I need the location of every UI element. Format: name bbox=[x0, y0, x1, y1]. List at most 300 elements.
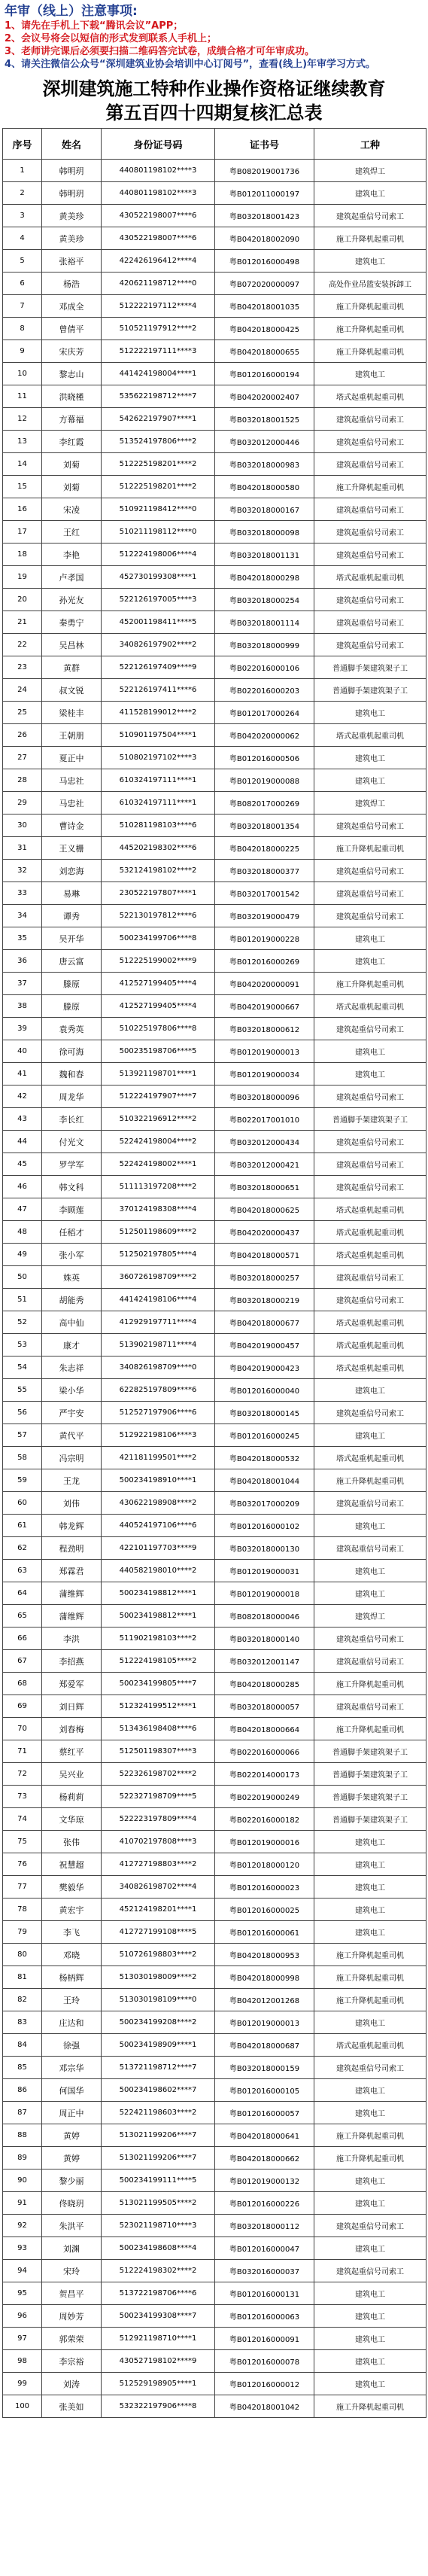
cell-id-number: 522126197411****6 bbox=[102, 679, 215, 702]
cell-id-number: 340826198702****4 bbox=[102, 1876, 215, 1899]
cell-index: 72 bbox=[3, 1763, 42, 1786]
table-row bbox=[3, 476, 426, 498]
cell-name: 刘伟 bbox=[42, 1492, 102, 1515]
cell-id-number: 513030198109****0 bbox=[102, 1989, 215, 2011]
cell-id-number: 422101197703****9 bbox=[102, 1537, 215, 1560]
cell-name: 郭荣荣 bbox=[42, 2328, 102, 2350]
cell-name: 韩明玥 bbox=[42, 182, 102, 205]
cell-job-type: 施工升降机起重司机 bbox=[314, 1966, 426, 1989]
cell-job-type: 建筑起重信号司索工 bbox=[314, 453, 426, 476]
cell-id-number: 513902198711****4 bbox=[102, 1334, 215, 1357]
cell-certificate-number: 粤B012019000031 bbox=[215, 1560, 314, 1582]
cell-certificate-number: 粤B012016000040 bbox=[215, 1379, 314, 1402]
table-row bbox=[3, 1853, 426, 1876]
cell-name: 王玲 bbox=[42, 1989, 102, 2011]
table-row bbox=[3, 1040, 426, 1063]
table-row bbox=[3, 1650, 426, 1673]
cell-index: 67 bbox=[3, 1650, 42, 1673]
cell-certificate-number: 粤B082019001736 bbox=[215, 160, 314, 182]
cell-job-type: 建筑起重信号司索工 bbox=[314, 2260, 426, 2282]
cell-job-type: 建筑电工 bbox=[314, 769, 426, 792]
cell-job-type: 施工升降机起重司机 bbox=[314, 1989, 426, 2011]
table-row bbox=[3, 205, 426, 227]
cell-name: 李顾莲 bbox=[42, 1198, 102, 1221]
cell-job-type: 塔式起重机起重司机 bbox=[314, 1334, 426, 1357]
cell-job-type: 建筑起重信号司索工 bbox=[314, 521, 426, 544]
cell-certificate-number: 粤B032018000096 bbox=[215, 1086, 314, 1108]
cell-index: 37 bbox=[3, 973, 42, 995]
cell-name: 蔡红平 bbox=[42, 1740, 102, 1763]
cell-name: 文华琼 bbox=[42, 1808, 102, 1831]
cell-job-type: 塔式起重机起重司机 bbox=[314, 1447, 426, 1469]
table-row bbox=[3, 2011, 426, 2034]
cell-index: 2 bbox=[3, 182, 42, 205]
cell-index: 39 bbox=[3, 1018, 42, 1040]
cell-name: 宋凌 bbox=[42, 498, 102, 521]
cell-job-type: 建筑焊工 bbox=[314, 1605, 426, 1628]
cell-job-type: 普通脚手架建筑架子工 bbox=[314, 1108, 426, 1131]
cell-job-type: 建筑电工 bbox=[314, 2079, 426, 2102]
cell-name: 卢孝国 bbox=[42, 566, 102, 589]
cell-name: 李红霞 bbox=[42, 431, 102, 453]
cell-job-type: 建筑电工 bbox=[314, 2328, 426, 2350]
cell-job-type: 建筑电工 bbox=[314, 1921, 426, 1944]
cell-certificate-number: 粤B012016000061 bbox=[215, 1921, 314, 1944]
table-row bbox=[3, 882, 426, 905]
cell-index: 28 bbox=[3, 769, 42, 792]
cell-name: 梁小华 bbox=[42, 1379, 102, 1402]
cell-index: 48 bbox=[3, 1221, 42, 1244]
cell-certificate-number: 粤B042018000662 bbox=[215, 2147, 314, 2170]
table-row bbox=[3, 2237, 426, 2260]
cell-name: 孙光友 bbox=[42, 589, 102, 611]
cell-certificate-number: 粤B012019000013 bbox=[215, 2011, 314, 2034]
cell-id-number: 412727199108****5 bbox=[102, 1921, 215, 1944]
cell-job-type: 建筑电工 bbox=[314, 702, 426, 724]
cell-certificate-number: 粤B042020000062 bbox=[215, 724, 314, 747]
cell-certificate-number: 粤B042018000532 bbox=[215, 1447, 314, 1469]
cell-index: 23 bbox=[3, 656, 42, 679]
cell-name: 黄婷 bbox=[42, 2124, 102, 2147]
cell-job-type: 建筑电工 bbox=[314, 2192, 426, 2215]
cell-job-type: 建筑起重信号司索工 bbox=[314, 860, 426, 882]
cell-name: 滕原 bbox=[42, 973, 102, 995]
cell-index: 56 bbox=[3, 1402, 42, 1424]
cell-index: 99 bbox=[3, 2373, 42, 2395]
table-row bbox=[3, 2328, 426, 2350]
cell-id-number: 522421198603****2 bbox=[102, 2102, 215, 2124]
cell-index: 82 bbox=[3, 1989, 42, 2011]
cell-certificate-number: 粤B012018000120 bbox=[215, 1853, 314, 1876]
cell-certificate-number: 粤B032018001423 bbox=[215, 205, 314, 227]
cell-job-type: 建筑电工 bbox=[314, 182, 426, 205]
cell-job-type: 建筑起重信号司索工 bbox=[314, 1289, 426, 1311]
cell-job-type: 建筑起重信号司索工 bbox=[314, 882, 426, 905]
cell-job-type: 建筑起重信号司索工 bbox=[314, 498, 426, 521]
cell-id-number: 500234199111****5 bbox=[102, 2170, 215, 2192]
table-row bbox=[3, 363, 426, 385]
cell-job-type: 建筑起重信号司索工 bbox=[314, 905, 426, 927]
cell-certificate-number: 粤B022016000066 bbox=[215, 1740, 314, 1763]
table-row bbox=[3, 1921, 426, 1944]
cell-name: 樊毅华 bbox=[42, 1876, 102, 1899]
cell-name: 谭秀 bbox=[42, 905, 102, 927]
cell-id-number: 510211198112****0 bbox=[102, 521, 215, 544]
table-row bbox=[3, 2215, 426, 2237]
table-row bbox=[3, 679, 426, 702]
cell-name: 韩文科 bbox=[42, 1176, 102, 1198]
cell-id-number: 500234198910****1 bbox=[102, 1469, 215, 1492]
notice-block bbox=[0, 0, 428, 72]
cell-id-number: 430527198102****9 bbox=[102, 2350, 215, 2373]
table-row bbox=[3, 1379, 426, 1402]
table-row bbox=[3, 1108, 426, 1131]
cell-name: 黄婷 bbox=[42, 2147, 102, 2170]
cell-job-type: 建筑电工 bbox=[314, 2350, 426, 2373]
cell-certificate-number: 粤B012016000269 bbox=[215, 950, 314, 973]
cell-certificate-number: 粤B012016000025 bbox=[215, 1899, 314, 1921]
cell-job-type: 施工升降机起重司机 bbox=[314, 1718, 426, 1740]
cell-index: 45 bbox=[3, 1153, 42, 1176]
cell-certificate-number: 粤B012016000226 bbox=[215, 2192, 314, 2215]
cell-certificate-number: 粤B042018001044 bbox=[215, 1469, 314, 1492]
cell-id-number: 500234198812****1 bbox=[102, 1582, 215, 1605]
cell-job-type: 建筑起重信号司索工 bbox=[314, 589, 426, 611]
cell-id-number: 445202198302****6 bbox=[102, 837, 215, 860]
cell-name: 易琳 bbox=[42, 882, 102, 905]
cell-name: 马忠社 bbox=[42, 792, 102, 815]
table-row bbox=[3, 1560, 426, 1582]
cell-name: 黎少丽 bbox=[42, 2170, 102, 2192]
cell-index: 32 bbox=[3, 860, 42, 882]
notice-line: 2、会议号将会以短信的形式发到联系人手机上； bbox=[5, 33, 217, 44]
cell-name: 王义栅 bbox=[42, 837, 102, 860]
cell-job-type: 建筑电工 bbox=[314, 2305, 426, 2328]
cell-job-type: 建筑电工 bbox=[314, 1063, 426, 1086]
cell-certificate-number: 粤B042018000225 bbox=[215, 837, 314, 860]
table-row bbox=[3, 792, 426, 815]
cell-job-type: 施工升降机起重司机 bbox=[314, 476, 426, 498]
cell-id-number: 510281198103****6 bbox=[102, 815, 215, 837]
cell-certificate-number: 粤B032018000140 bbox=[215, 1628, 314, 1650]
table-row bbox=[3, 2305, 426, 2328]
cell-id-number: 510225197806****8 bbox=[102, 1018, 215, 1040]
cell-index: 6 bbox=[3, 273, 42, 295]
cell-index: 9 bbox=[3, 340, 42, 363]
cell-id-number: 500235198706****5 bbox=[102, 1040, 215, 1063]
cell-certificate-number: 粤B012016000506 bbox=[215, 747, 314, 769]
cell-job-type: 施工升降机起重司机 bbox=[314, 1673, 426, 1695]
notice-heading: 年审（线上）注意事项: bbox=[5, 4, 138, 19]
cell-name: 李长红 bbox=[42, 1108, 102, 1131]
cell-id-number: 522126197409****9 bbox=[102, 656, 215, 679]
cell-name: 邓宗华 bbox=[42, 2057, 102, 2079]
cell-name: 徐强 bbox=[42, 2034, 102, 2057]
cell-name: 黎志山 bbox=[42, 363, 102, 385]
cell-id-number: 452124198201****1 bbox=[102, 1899, 215, 1921]
cell-name: 冯宗明 bbox=[42, 1447, 102, 1469]
cell-name: 姝英 bbox=[42, 1266, 102, 1289]
cell-certificate-number: 粤B042018000641 bbox=[215, 2124, 314, 2147]
cell-job-type: 建筑起重信号司索工 bbox=[314, 205, 426, 227]
cell-job-type: 建筑电工 bbox=[314, 2011, 426, 2034]
table-row bbox=[3, 1989, 426, 2011]
cell-certificate-number: 粤B042018002090 bbox=[215, 227, 314, 250]
table-row bbox=[3, 227, 426, 250]
cell-index: 87 bbox=[3, 2102, 42, 2124]
cell-certificate-number: 粤B032018000254 bbox=[215, 589, 314, 611]
cell-index: 40 bbox=[3, 1040, 42, 1063]
cell-index: 51 bbox=[3, 1289, 42, 1311]
cell-name: 罗学军 bbox=[42, 1153, 102, 1176]
cell-certificate-number: 粤B042012001268 bbox=[215, 1989, 314, 2011]
header-name: 姓名 bbox=[42, 129, 102, 160]
table-row bbox=[3, 1131, 426, 1153]
cell-index: 63 bbox=[3, 1560, 42, 1582]
cell-index: 85 bbox=[3, 2057, 42, 2079]
cell-certificate-number: 粤B012016000091 bbox=[215, 2328, 314, 2350]
cell-index: 15 bbox=[3, 476, 42, 498]
cell-id-number: 522126197005****3 bbox=[102, 589, 215, 611]
cell-id-number: 512922198106****3 bbox=[102, 1424, 215, 1447]
cell-certificate-number: 粤B022017001010 bbox=[215, 1108, 314, 1131]
table-row bbox=[3, 521, 426, 544]
cell-certificate-number: 粤B022019000249 bbox=[215, 1786, 314, 1808]
cell-id-number: 512222197111****3 bbox=[102, 340, 215, 363]
cell-index: 50 bbox=[3, 1266, 42, 1289]
table-row bbox=[3, 905, 426, 927]
cell-certificate-number: 粤B022014000173 bbox=[215, 1763, 314, 1786]
cell-certificate-number: 粤B012016000023 bbox=[215, 1876, 314, 1899]
cell-certificate-number: 粤B012016000498 bbox=[215, 250, 314, 273]
table-row bbox=[3, 860, 426, 882]
table-row bbox=[3, 1944, 426, 1966]
cell-id-number: 430622198908****2 bbox=[102, 1492, 215, 1515]
cell-name: 蒲维辉 bbox=[42, 1582, 102, 1605]
cell-index: 98 bbox=[3, 2350, 42, 2373]
cell-certificate-number: 粤B032018000098 bbox=[215, 521, 314, 544]
table-row bbox=[3, 589, 426, 611]
cell-name: 郑爱军 bbox=[42, 1673, 102, 1695]
cell-id-number: 512225198201****2 bbox=[102, 453, 215, 476]
cell-index: 49 bbox=[3, 1244, 42, 1266]
cell-job-type: 建筑起重信号司索工 bbox=[314, 1266, 426, 1289]
cell-name: 黄宏宇 bbox=[42, 1899, 102, 1921]
cell-index: 19 bbox=[3, 566, 42, 589]
cell-job-type: 建筑电工 bbox=[314, 250, 426, 273]
cell-index: 8 bbox=[3, 318, 42, 340]
cell-index: 76 bbox=[3, 1853, 42, 1876]
table-header-row bbox=[3, 129, 426, 160]
cell-index: 14 bbox=[3, 453, 42, 476]
cell-id-number: 452001198411****5 bbox=[102, 611, 215, 634]
cell-id-number: 610324197111****1 bbox=[102, 792, 215, 815]
cell-job-type: 建筑起重信号司索工 bbox=[314, 431, 426, 453]
cell-index: 93 bbox=[3, 2237, 42, 2260]
cell-index: 58 bbox=[3, 1447, 42, 1469]
cell-index: 78 bbox=[3, 1899, 42, 1921]
table-row bbox=[3, 1876, 426, 1899]
table-row bbox=[3, 1786, 426, 1808]
cell-name: 何国华 bbox=[42, 2079, 102, 2102]
cell-certificate-number: 粤B032018000983 bbox=[215, 453, 314, 476]
cell-certificate-number: 粤B012019000018 bbox=[215, 1582, 314, 1605]
cell-name: 邓晓 bbox=[42, 1944, 102, 1966]
cell-job-type: 建筑起重信号司索工 bbox=[314, 1131, 426, 1153]
table-row bbox=[3, 995, 426, 1018]
cell-certificate-number: 粤B032018000167 bbox=[215, 498, 314, 521]
cell-index: 91 bbox=[3, 2192, 42, 2215]
cell-name: 严宇安 bbox=[42, 1402, 102, 1424]
notice-line: 3、老师讲完课后必须要扫描二维码答完试卷，成绩合格才可年审成功。 bbox=[5, 46, 315, 57]
cell-certificate-number: 粤B012016000063 bbox=[215, 2305, 314, 2328]
roster-table bbox=[2, 128, 426, 2418]
cell-certificate-number: 粤B012016000131 bbox=[215, 2282, 314, 2305]
cell-certificate-number: 粤B032012000421 bbox=[215, 1153, 314, 1176]
cell-job-type: 普通脚手架建筑架子工 bbox=[314, 679, 426, 702]
cell-job-type: 建筑电工 bbox=[314, 2170, 426, 2192]
cell-index: 97 bbox=[3, 2328, 42, 2350]
notice-line: 1、请先在手机上下载“腾讯会议”APP； bbox=[5, 20, 184, 32]
cell-certificate-number: 粤B012019000034 bbox=[215, 1063, 314, 1086]
table-row bbox=[3, 2260, 426, 2282]
cell-certificate-number: 粤B032018000159 bbox=[215, 2057, 314, 2079]
table-row bbox=[3, 1424, 426, 1447]
cell-name: 徐可海 bbox=[42, 1040, 102, 1063]
cell-index: 46 bbox=[3, 1176, 42, 1198]
table-row bbox=[3, 1492, 426, 1515]
table-row bbox=[3, 385, 426, 408]
cell-name: 滕原 bbox=[42, 995, 102, 1018]
cell-job-type: 建筑电工 bbox=[314, 1424, 426, 1447]
table-row bbox=[3, 1469, 426, 1492]
cell-id-number: 523021198710****3 bbox=[102, 2215, 215, 2237]
cell-job-type: 建筑起重信号司索工 bbox=[314, 634, 426, 656]
cell-certificate-number: 粤B012016000057 bbox=[215, 2102, 314, 2124]
cell-job-type: 建筑电工 bbox=[314, 2237, 426, 2260]
cell-certificate-number: 粤B032018000112 bbox=[215, 2215, 314, 2237]
cell-certificate-number: 粤B032018001131 bbox=[215, 544, 314, 566]
cell-certificate-number: 粤B012019000088 bbox=[215, 769, 314, 792]
cell-certificate-number: 粤B042018000580 bbox=[215, 476, 314, 498]
cell-index: 36 bbox=[3, 950, 42, 973]
cell-index: 80 bbox=[3, 1944, 42, 1966]
cell-index: 89 bbox=[3, 2147, 42, 2170]
cell-name: 韩明玥 bbox=[42, 160, 102, 182]
title-line-1: 深圳建筑施工特种作业操作资格证继续教育 bbox=[42, 78, 386, 99]
cell-index: 25 bbox=[3, 702, 42, 724]
table-row bbox=[3, 295, 426, 318]
table-row bbox=[3, 1537, 426, 1560]
cell-id-number: 410702197808****3 bbox=[102, 1831, 215, 1853]
cell-index: 64 bbox=[3, 1582, 42, 1605]
cell-certificate-number: 粤B012016000078 bbox=[215, 2350, 314, 2373]
table-row bbox=[3, 408, 426, 431]
cell-job-type: 普通脚手架建筑架子工 bbox=[314, 1808, 426, 1831]
cell-job-type: 建筑电工 bbox=[314, 1040, 426, 1063]
cell-job-type: 建筑起重信号司索工 bbox=[314, 544, 426, 566]
cell-id-number: 510322196912****2 bbox=[102, 1108, 215, 1131]
cell-index: 66 bbox=[3, 1628, 42, 1650]
cell-job-type: 高处作业吊篮安装拆卸工 bbox=[314, 273, 426, 295]
cell-id-number: 510521197912****2 bbox=[102, 318, 215, 340]
cell-index: 21 bbox=[3, 611, 42, 634]
cell-id-number: 511113197208****2 bbox=[102, 1176, 215, 1198]
cell-name: 周龙华 bbox=[42, 1086, 102, 1108]
cell-name: 刘菊 bbox=[42, 453, 102, 476]
header-id-number: 身份证号码 bbox=[102, 129, 215, 160]
cell-job-type: 建筑电工 bbox=[314, 1582, 426, 1605]
document-title bbox=[0, 77, 428, 125]
cell-certificate-number: 粤B042018000664 bbox=[215, 1718, 314, 1740]
table-row bbox=[3, 1740, 426, 1763]
cell-id-number: 440582198010****2 bbox=[102, 1560, 215, 1582]
cell-certificate-number: 粤B042018000425 bbox=[215, 318, 314, 340]
header-certificate-number: 证书号 bbox=[215, 129, 314, 160]
cell-certificate-number: 粤B012011000197 bbox=[215, 182, 314, 205]
cell-certificate-number: 粤B082018000046 bbox=[215, 1605, 314, 1628]
cell-id-number: 422426196412****4 bbox=[102, 250, 215, 273]
cell-job-type: 塔式起重机起重司机 bbox=[314, 2034, 426, 2057]
cell-id-number: 440801198102****3 bbox=[102, 182, 215, 205]
cell-certificate-number: 粤B012016000194 bbox=[215, 363, 314, 385]
cell-id-number: 511902198103****2 bbox=[102, 1628, 215, 1650]
cell-id-number: 340826197902****2 bbox=[102, 634, 215, 656]
cell-certificate-number: 粤B042020000437 bbox=[215, 1221, 314, 1244]
cell-certificate-number: 粤B042018000655 bbox=[215, 340, 314, 363]
cell-job-type: 建筑起重信号司索工 bbox=[314, 1537, 426, 1560]
table-row bbox=[3, 1334, 426, 1357]
cell-index: 94 bbox=[3, 2260, 42, 2282]
cell-name: 黄群 bbox=[42, 656, 102, 679]
cell-job-type: 塔式起重机起重司机 bbox=[314, 995, 426, 1018]
table-row bbox=[3, 1266, 426, 1289]
cell-job-type: 建筑起重信号司索工 bbox=[314, 2057, 426, 2079]
cell-id-number: 513722198706****6 bbox=[102, 2282, 215, 2305]
cell-id-number: 430522198007****6 bbox=[102, 205, 215, 227]
table-row bbox=[3, 1018, 426, 1040]
table-row bbox=[3, 837, 426, 860]
cell-id-number: 510802197102****3 bbox=[102, 747, 215, 769]
cell-certificate-number: 粤B032018000612 bbox=[215, 1018, 314, 1040]
cell-index: 13 bbox=[3, 431, 42, 453]
cell-id-number: 412929197711****4 bbox=[102, 1311, 215, 1334]
cell-name: 刘恋海 bbox=[42, 860, 102, 882]
cell-name: 郑霖君 bbox=[42, 1560, 102, 1582]
table-row bbox=[3, 634, 426, 656]
cell-job-type: 建筑起重信号司索工 bbox=[314, 1492, 426, 1515]
title-line-2: 第五百四十四期复核汇总表 bbox=[105, 102, 323, 123]
cell-name: 吴开华 bbox=[42, 927, 102, 950]
cell-name: 吴兴业 bbox=[42, 1763, 102, 1786]
cell-id-number: 512224197907****7 bbox=[102, 1086, 215, 1108]
cell-id-number: 430522198007****6 bbox=[102, 227, 215, 250]
cell-certificate-number: 粤B042018000285 bbox=[215, 1673, 314, 1695]
cell-job-type: 建筑起重信号司索工 bbox=[314, 1695, 426, 1718]
cell-name: 叔文锐 bbox=[42, 679, 102, 702]
cell-certificate-number: 粤B032018000057 bbox=[215, 1695, 314, 1718]
cell-id-number: 500234198812****1 bbox=[102, 1605, 215, 1628]
cell-job-type: 建筑焊工 bbox=[314, 160, 426, 182]
cell-job-type: 建筑起重信号司索工 bbox=[314, 1402, 426, 1424]
cell-id-number: 522223197809****4 bbox=[102, 1808, 215, 1831]
table-row bbox=[3, 1763, 426, 1786]
table-row bbox=[3, 2057, 426, 2079]
cell-name: 宋庆芳 bbox=[42, 340, 102, 363]
cell-certificate-number: 粤B012016000102 bbox=[215, 1515, 314, 1537]
cell-id-number: 513524197806****2 bbox=[102, 431, 215, 453]
cell-certificate-number: 粤B042019000667 bbox=[215, 995, 314, 1018]
